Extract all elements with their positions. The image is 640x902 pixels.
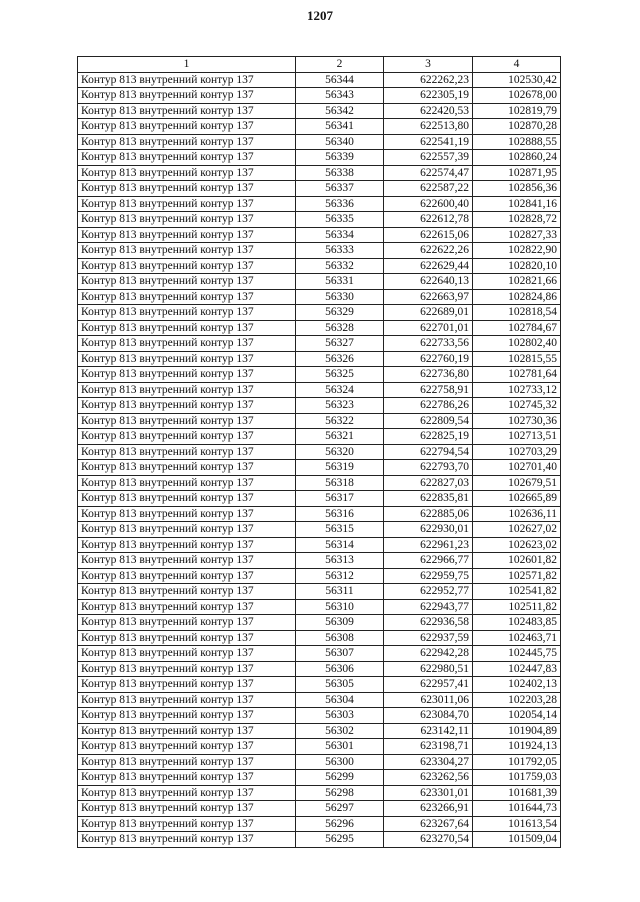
point-number-cell: 56309 bbox=[296, 615, 384, 631]
y-coordinate-cell: 102530,42 bbox=[473, 72, 561, 88]
y-coordinate-cell: 101759,03 bbox=[473, 770, 561, 786]
table-row bbox=[78, 444, 561, 460]
x-coordinate-cell: 622825,19 bbox=[384, 429, 473, 445]
x-coordinate-cell: 622937,59 bbox=[384, 630, 473, 646]
contour-name-cell: Контур 813 внутренний контур 137 bbox=[78, 119, 296, 135]
table-row bbox=[78, 258, 561, 274]
y-coordinate-cell: 102733,12 bbox=[473, 382, 561, 398]
y-coordinate-cell: 102871,95 bbox=[473, 165, 561, 181]
table-row bbox=[78, 460, 561, 476]
x-coordinate-cell: 622980,51 bbox=[384, 661, 473, 677]
x-coordinate-cell: 623011,06 bbox=[384, 692, 473, 708]
x-coordinate-cell: 622827,03 bbox=[384, 475, 473, 491]
point-number-cell: 56297 bbox=[296, 801, 384, 817]
x-coordinate-cell: 622615,06 bbox=[384, 227, 473, 243]
y-coordinate-cell: 102784,67 bbox=[473, 320, 561, 336]
x-coordinate-cell: 623301,01 bbox=[384, 785, 473, 801]
table-row bbox=[78, 723, 561, 739]
contour-name-cell: Контур 813 внутренний контур 137 bbox=[78, 522, 296, 538]
table-row bbox=[78, 537, 561, 553]
contour-name-cell: Контур 813 внутренний контур 137 bbox=[78, 661, 296, 677]
contour-name-cell: Контур 813 внутренний контур 137 bbox=[78, 444, 296, 460]
x-coordinate-cell: 622736,80 bbox=[384, 367, 473, 383]
y-coordinate-cell: 102701,40 bbox=[473, 460, 561, 476]
x-coordinate-cell: 623267,64 bbox=[384, 816, 473, 832]
table-row bbox=[78, 181, 561, 197]
point-number-cell: 56324 bbox=[296, 382, 384, 398]
point-number-cell: 56296 bbox=[296, 816, 384, 832]
y-coordinate-cell: 102054,14 bbox=[473, 708, 561, 724]
contour-name-cell: Контур 813 внутренний контур 137 bbox=[78, 708, 296, 724]
table-row bbox=[78, 506, 561, 522]
point-number-cell: 56300 bbox=[296, 754, 384, 770]
contour-name-cell: Контур 813 внутренний контур 137 bbox=[78, 88, 296, 104]
y-coordinate-cell: 102623,02 bbox=[473, 537, 561, 553]
contour-name-cell: Контур 813 внутренний контур 137 bbox=[78, 475, 296, 491]
point-number-cell: 56340 bbox=[296, 134, 384, 150]
x-coordinate-cell: 622959,75 bbox=[384, 568, 473, 584]
column-header-3: 3 bbox=[384, 57, 473, 73]
x-coordinate-cell: 623266,91 bbox=[384, 801, 473, 817]
contour-name-cell: Контур 813 внутренний контур 137 bbox=[78, 274, 296, 290]
y-coordinate-cell: 102636,11 bbox=[473, 506, 561, 522]
x-coordinate-cell: 622961,23 bbox=[384, 537, 473, 553]
point-number-cell: 56308 bbox=[296, 630, 384, 646]
x-coordinate-cell: 622420,53 bbox=[384, 103, 473, 119]
y-coordinate-cell: 102828,72 bbox=[473, 212, 561, 228]
contour-name-cell: Контур 813 внутренний контур 137 bbox=[78, 584, 296, 600]
contour-name-cell: Контур 813 внутренний контур 137 bbox=[78, 568, 296, 584]
y-coordinate-cell: 102601,82 bbox=[473, 553, 561, 569]
y-coordinate-cell: 102679,51 bbox=[473, 475, 561, 491]
x-coordinate-cell: 623304,27 bbox=[384, 754, 473, 770]
table-row bbox=[78, 382, 561, 398]
x-coordinate-cell: 622612,78 bbox=[384, 212, 473, 228]
point-number-cell: 56316 bbox=[296, 506, 384, 522]
point-number-cell: 56315 bbox=[296, 522, 384, 538]
point-number-cell: 56307 bbox=[296, 646, 384, 662]
contour-name-cell: Контур 813 внутренний контур 137 bbox=[78, 150, 296, 166]
table-row bbox=[78, 336, 561, 352]
y-coordinate-cell: 102827,33 bbox=[473, 227, 561, 243]
x-coordinate-cell: 622600,40 bbox=[384, 196, 473, 212]
table-row bbox=[78, 103, 561, 119]
contour-name-cell: Контур 813 внутренний контур 137 bbox=[78, 320, 296, 336]
point-number-cell: 56333 bbox=[296, 243, 384, 259]
table-row bbox=[78, 413, 561, 429]
table-row bbox=[78, 801, 561, 817]
table-row bbox=[78, 646, 561, 662]
y-coordinate-cell: 102678,00 bbox=[473, 88, 561, 104]
contour-name-cell: Контур 813 внутренний контур 137 bbox=[78, 801, 296, 817]
point-number-cell: 56312 bbox=[296, 568, 384, 584]
y-coordinate-cell: 102541,82 bbox=[473, 584, 561, 600]
point-number-cell: 56329 bbox=[296, 305, 384, 321]
point-number-cell: 56321 bbox=[296, 429, 384, 445]
contour-name-cell: Контур 813 внутренний контур 137 bbox=[78, 413, 296, 429]
y-coordinate-cell: 102745,32 bbox=[473, 398, 561, 414]
y-coordinate-cell: 102822,90 bbox=[473, 243, 561, 259]
point-number-cell: 56339 bbox=[296, 150, 384, 166]
point-number-cell: 56302 bbox=[296, 723, 384, 739]
contour-name-cell: Контур 813 внутренний контур 137 bbox=[78, 336, 296, 352]
x-coordinate-cell: 622760,19 bbox=[384, 351, 473, 367]
point-number-cell: 56328 bbox=[296, 320, 384, 336]
y-coordinate-cell: 102447,83 bbox=[473, 661, 561, 677]
contour-name-cell: Контур 813 внутренний контур 137 bbox=[78, 72, 296, 88]
table-row bbox=[78, 367, 561, 383]
point-number-cell: 56301 bbox=[296, 739, 384, 755]
contour-name-cell: Контур 813 внутренний контур 137 bbox=[78, 305, 296, 321]
contour-name-cell: Контур 813 внутренний контур 137 bbox=[78, 677, 296, 693]
x-coordinate-cell: 622622,26 bbox=[384, 243, 473, 259]
table-header-row bbox=[78, 57, 561, 73]
table-row bbox=[78, 615, 561, 631]
point-number-cell: 56317 bbox=[296, 491, 384, 507]
contour-name-cell: Контур 813 внутренний контур 137 bbox=[78, 367, 296, 383]
y-coordinate-cell: 102511,82 bbox=[473, 599, 561, 615]
y-coordinate-cell: 101509,04 bbox=[473, 832, 561, 848]
contour-name-cell: Контур 813 внутренний контур 137 bbox=[78, 770, 296, 786]
table-row bbox=[78, 274, 561, 290]
table-row bbox=[78, 475, 561, 491]
point-number-cell: 56327 bbox=[296, 336, 384, 352]
x-coordinate-cell: 622513,80 bbox=[384, 119, 473, 135]
x-coordinate-cell: 622930,01 bbox=[384, 522, 473, 538]
x-coordinate-cell: 623142,11 bbox=[384, 723, 473, 739]
point-number-cell: 56338 bbox=[296, 165, 384, 181]
table-row bbox=[78, 630, 561, 646]
table-row bbox=[78, 522, 561, 538]
table-row bbox=[78, 553, 561, 569]
contour-name-cell: Контур 813 внутренний контур 137 bbox=[78, 491, 296, 507]
contour-name-cell: Контур 813 внутренний контур 137 bbox=[78, 227, 296, 243]
y-coordinate-cell: 102888,55 bbox=[473, 134, 561, 150]
contour-name-cell: Контур 813 внутренний контур 137 bbox=[78, 243, 296, 259]
y-coordinate-cell: 101904,89 bbox=[473, 723, 561, 739]
y-coordinate-cell: 102860,24 bbox=[473, 150, 561, 166]
point-number-cell: 56343 bbox=[296, 88, 384, 104]
contour-name-cell: Контур 813 внутренний контур 137 bbox=[78, 165, 296, 181]
table-row bbox=[78, 708, 561, 724]
contour-name-cell: Контур 813 внутренний контур 137 bbox=[78, 429, 296, 445]
contour-name-cell: Контур 813 внутренний контур 137 bbox=[78, 537, 296, 553]
y-coordinate-cell: 101681,39 bbox=[473, 785, 561, 801]
contour-name-cell: Контур 813 внутренний контур 137 bbox=[78, 723, 296, 739]
table-row bbox=[78, 88, 561, 104]
x-coordinate-cell: 622885,06 bbox=[384, 506, 473, 522]
page-number: 1207 bbox=[307, 8, 333, 23]
table-row bbox=[78, 398, 561, 414]
point-number-cell: 56330 bbox=[296, 289, 384, 305]
contour-name-cell: Контур 813 внутренний контур 137 bbox=[78, 599, 296, 615]
table-row bbox=[78, 677, 561, 693]
table-row bbox=[78, 289, 561, 305]
x-coordinate-cell: 622701,01 bbox=[384, 320, 473, 336]
y-coordinate-cell: 102483,85 bbox=[473, 615, 561, 631]
x-coordinate-cell: 622587,22 bbox=[384, 181, 473, 197]
contour-name-cell: Контур 813 внутренний контур 137 bbox=[78, 398, 296, 414]
contour-name-cell: Контур 813 внутренний контур 137 bbox=[78, 553, 296, 569]
x-coordinate-cell: 623270,54 bbox=[384, 832, 473, 848]
y-coordinate-cell: 101924,13 bbox=[473, 739, 561, 755]
y-coordinate-cell: 101792,05 bbox=[473, 754, 561, 770]
point-number-cell: 56325 bbox=[296, 367, 384, 383]
contour-name-cell: Контур 813 внутренний контур 137 bbox=[78, 196, 296, 212]
contour-name-cell: Контур 813 внутренний контур 137 bbox=[78, 630, 296, 646]
x-coordinate-cell: 623262,56 bbox=[384, 770, 473, 786]
coordinates-table bbox=[77, 56, 561, 848]
table-row bbox=[78, 150, 561, 166]
column-header-4: 4 bbox=[473, 57, 561, 73]
y-coordinate-cell: 102402,13 bbox=[473, 677, 561, 693]
contour-name-cell: Контур 813 внутренний контур 137 bbox=[78, 382, 296, 398]
table-row bbox=[78, 692, 561, 708]
point-number-cell: 56322 bbox=[296, 413, 384, 429]
table-row bbox=[78, 599, 561, 615]
contour-name-cell: Контур 813 внутренний контур 137 bbox=[78, 692, 296, 708]
x-coordinate-cell: 622262,23 bbox=[384, 72, 473, 88]
y-coordinate-cell: 102571,82 bbox=[473, 568, 561, 584]
table-row bbox=[78, 351, 561, 367]
point-number-cell: 56335 bbox=[296, 212, 384, 228]
y-coordinate-cell: 102781,64 bbox=[473, 367, 561, 383]
point-number-cell: 56326 bbox=[296, 351, 384, 367]
y-coordinate-cell: 102870,28 bbox=[473, 119, 561, 135]
contour-name-cell: Контур 813 внутренний контур 137 bbox=[78, 460, 296, 476]
contour-name-cell: Контур 813 внутренний контур 137 bbox=[78, 134, 296, 150]
contour-name-cell: Контур 813 внутренний контур 137 bbox=[78, 181, 296, 197]
table-row bbox=[78, 816, 561, 832]
x-coordinate-cell: 622541,19 bbox=[384, 134, 473, 150]
point-number-cell: 56320 bbox=[296, 444, 384, 460]
y-coordinate-cell: 102821,66 bbox=[473, 274, 561, 290]
table-row bbox=[78, 72, 561, 88]
x-coordinate-cell: 622966,77 bbox=[384, 553, 473, 569]
x-coordinate-cell: 622952,77 bbox=[384, 584, 473, 600]
x-coordinate-cell: 622640,13 bbox=[384, 274, 473, 290]
table-row bbox=[78, 568, 561, 584]
x-coordinate-cell: 622943,77 bbox=[384, 599, 473, 615]
column-header-1: 1 bbox=[78, 57, 296, 73]
x-coordinate-cell: 622663,97 bbox=[384, 289, 473, 305]
x-coordinate-cell: 622305,19 bbox=[384, 88, 473, 104]
x-coordinate-cell: 622793,70 bbox=[384, 460, 473, 476]
point-number-cell: 56319 bbox=[296, 460, 384, 476]
contour-name-cell: Контур 813 внутренний контур 137 bbox=[78, 258, 296, 274]
y-coordinate-cell: 102203,28 bbox=[473, 692, 561, 708]
point-number-cell: 56295 bbox=[296, 832, 384, 848]
y-coordinate-cell: 102665,89 bbox=[473, 491, 561, 507]
x-coordinate-cell: 622809,54 bbox=[384, 413, 473, 429]
x-coordinate-cell: 622758,91 bbox=[384, 382, 473, 398]
point-number-cell: 56323 bbox=[296, 398, 384, 414]
point-number-cell: 56310 bbox=[296, 599, 384, 615]
x-coordinate-cell: 622786,26 bbox=[384, 398, 473, 414]
table-row bbox=[78, 243, 561, 259]
x-coordinate-cell: 622835,81 bbox=[384, 491, 473, 507]
contour-name-cell: Контур 813 внутренний контур 137 bbox=[78, 212, 296, 228]
y-coordinate-cell: 102802,40 bbox=[473, 336, 561, 352]
table-row bbox=[78, 739, 561, 755]
table-row bbox=[78, 754, 561, 770]
contour-name-cell: Контур 813 внутренний контур 137 bbox=[78, 289, 296, 305]
x-coordinate-cell: 622957,41 bbox=[384, 677, 473, 693]
y-coordinate-cell: 102820,10 bbox=[473, 258, 561, 274]
contour-name-cell: Контур 813 внутренний контур 137 bbox=[78, 832, 296, 848]
contour-name-cell: Контур 813 внутренний контур 137 bbox=[78, 754, 296, 770]
contour-name-cell: Контур 813 внутренний контур 137 bbox=[78, 646, 296, 662]
contour-name-cell: Контур 813 внутренний контур 137 bbox=[78, 103, 296, 119]
point-number-cell: 56342 bbox=[296, 103, 384, 119]
x-coordinate-cell: 622629,44 bbox=[384, 258, 473, 274]
contour-name-cell: Контур 813 внутренний контур 137 bbox=[78, 506, 296, 522]
x-coordinate-cell: 623084,70 bbox=[384, 708, 473, 724]
x-coordinate-cell: 622942,28 bbox=[384, 646, 473, 662]
point-number-cell: 56313 bbox=[296, 553, 384, 569]
y-coordinate-cell: 102818,54 bbox=[473, 305, 561, 321]
point-number-cell: 56331 bbox=[296, 274, 384, 290]
point-number-cell: 56341 bbox=[296, 119, 384, 135]
point-number-cell: 56336 bbox=[296, 196, 384, 212]
point-number-cell: 56314 bbox=[296, 537, 384, 553]
y-coordinate-cell: 102856,36 bbox=[473, 181, 561, 197]
contour-name-cell: Контур 813 внутренний контур 137 bbox=[78, 785, 296, 801]
point-number-cell: 56337 bbox=[296, 181, 384, 197]
contour-name-cell: Контур 813 внутренний контур 137 bbox=[78, 351, 296, 367]
point-number-cell: 56298 bbox=[296, 785, 384, 801]
column-header-2: 2 bbox=[296, 57, 384, 73]
point-number-cell: 56299 bbox=[296, 770, 384, 786]
point-number-cell: 56332 bbox=[296, 258, 384, 274]
table-row bbox=[78, 491, 561, 507]
table-row bbox=[78, 785, 561, 801]
table-row bbox=[78, 770, 561, 786]
x-coordinate-cell: 622574,47 bbox=[384, 165, 473, 181]
contour-name-cell: Контур 813 внутренний контур 137 bbox=[78, 816, 296, 832]
y-coordinate-cell: 102815,55 bbox=[473, 351, 561, 367]
point-number-cell: 56303 bbox=[296, 708, 384, 724]
table-row bbox=[78, 429, 561, 445]
x-coordinate-cell: 623198,71 bbox=[384, 739, 473, 755]
table-row bbox=[78, 227, 561, 243]
y-coordinate-cell: 102819,79 bbox=[473, 103, 561, 119]
table-row bbox=[78, 119, 561, 135]
table-row bbox=[78, 320, 561, 336]
table-row bbox=[78, 134, 561, 150]
table-row bbox=[78, 305, 561, 321]
table-row bbox=[78, 661, 561, 677]
y-coordinate-cell: 101644,73 bbox=[473, 801, 561, 817]
contour-name-cell: Контур 813 внутренний контур 137 bbox=[78, 739, 296, 755]
table-row bbox=[78, 212, 561, 228]
y-coordinate-cell: 102841,16 bbox=[473, 196, 561, 212]
point-number-cell: 56344 bbox=[296, 72, 384, 88]
point-number-cell: 56306 bbox=[296, 661, 384, 677]
table-body bbox=[78, 72, 561, 847]
table-row bbox=[78, 832, 561, 848]
table-row bbox=[78, 584, 561, 600]
point-number-cell: 56304 bbox=[296, 692, 384, 708]
point-number-cell: 56311 bbox=[296, 584, 384, 600]
y-coordinate-cell: 102445,75 bbox=[473, 646, 561, 662]
table-row bbox=[78, 196, 561, 212]
table-row bbox=[78, 165, 561, 181]
y-coordinate-cell: 102463,71 bbox=[473, 630, 561, 646]
x-coordinate-cell: 622689,01 bbox=[384, 305, 473, 321]
x-coordinate-cell: 622794,54 bbox=[384, 444, 473, 460]
contour-name-cell: Контур 813 внутренний контур 137 bbox=[78, 615, 296, 631]
x-coordinate-cell: 622936,58 bbox=[384, 615, 473, 631]
y-coordinate-cell: 102703,29 bbox=[473, 444, 561, 460]
x-coordinate-cell: 622557,39 bbox=[384, 150, 473, 166]
point-number-cell: 56334 bbox=[296, 227, 384, 243]
point-number-cell: 56318 bbox=[296, 475, 384, 491]
y-coordinate-cell: 101613,54 bbox=[473, 816, 561, 832]
y-coordinate-cell: 102627,02 bbox=[473, 522, 561, 538]
y-coordinate-cell: 102713,51 bbox=[473, 429, 561, 445]
y-coordinate-cell: 102824,86 bbox=[473, 289, 561, 305]
x-coordinate-cell: 622733,56 bbox=[384, 336, 473, 352]
y-coordinate-cell: 102730,36 bbox=[473, 413, 561, 429]
point-number-cell: 56305 bbox=[296, 677, 384, 693]
